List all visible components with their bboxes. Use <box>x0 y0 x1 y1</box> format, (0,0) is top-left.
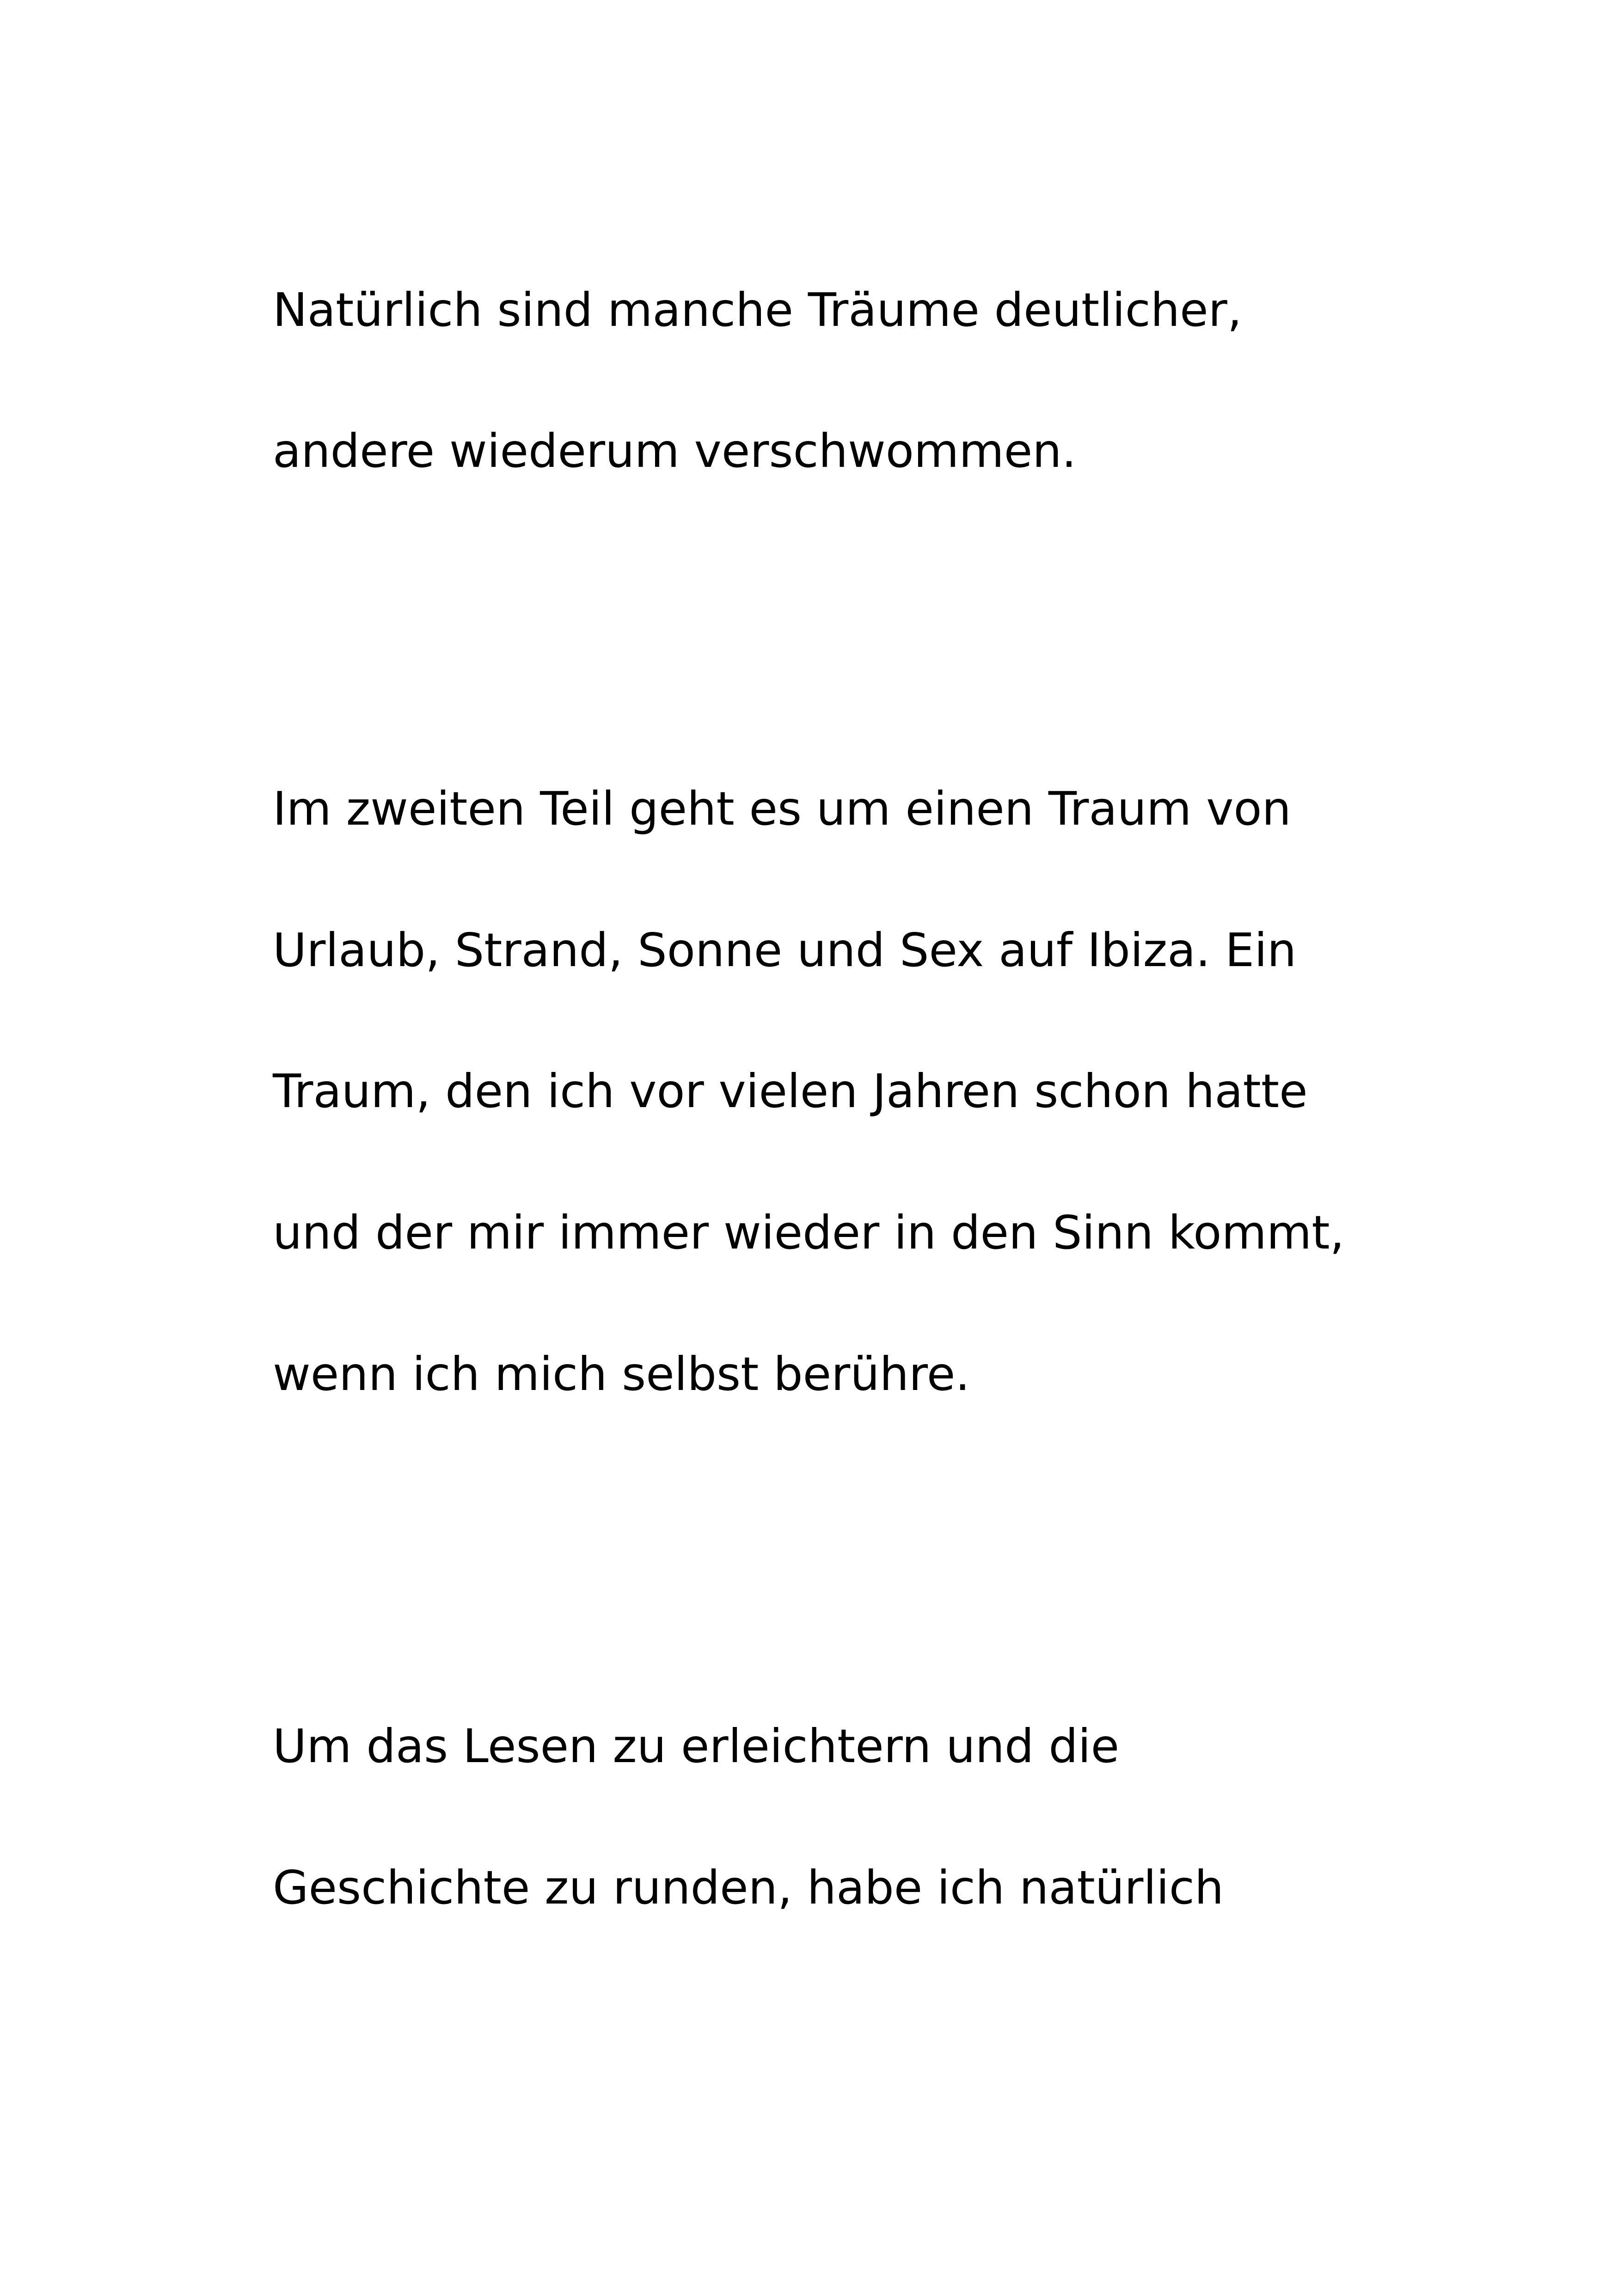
text-line: Urlaub, Strand, Sonne und Sex auf Ibiza. Ein <box>273 923 1297 977</box>
text-line: Geschichte zu runden, habe ich natürlich <box>273 1861 1224 1915</box>
text-line: Natürlich sind manche Träume deutlicher, <box>273 283 1242 337</box>
text-line: wenn ich mich selbst berühre. <box>273 1347 970 1401</box>
text-line: Im zweiten Teil geht es um einen Traum von <box>273 782 1291 836</box>
text-line: andere wiederum verschwommen. <box>273 424 1077 478</box>
text-line: und der mir immer wieder in den Sinn kommt, <box>273 1206 1345 1260</box>
text-line: Um das Lesen zu erleichtern und die <box>273 1719 1120 1773</box>
text-line: Traum, den ich vor vielen Jahren schon hatte <box>273 1064 1308 1118</box>
